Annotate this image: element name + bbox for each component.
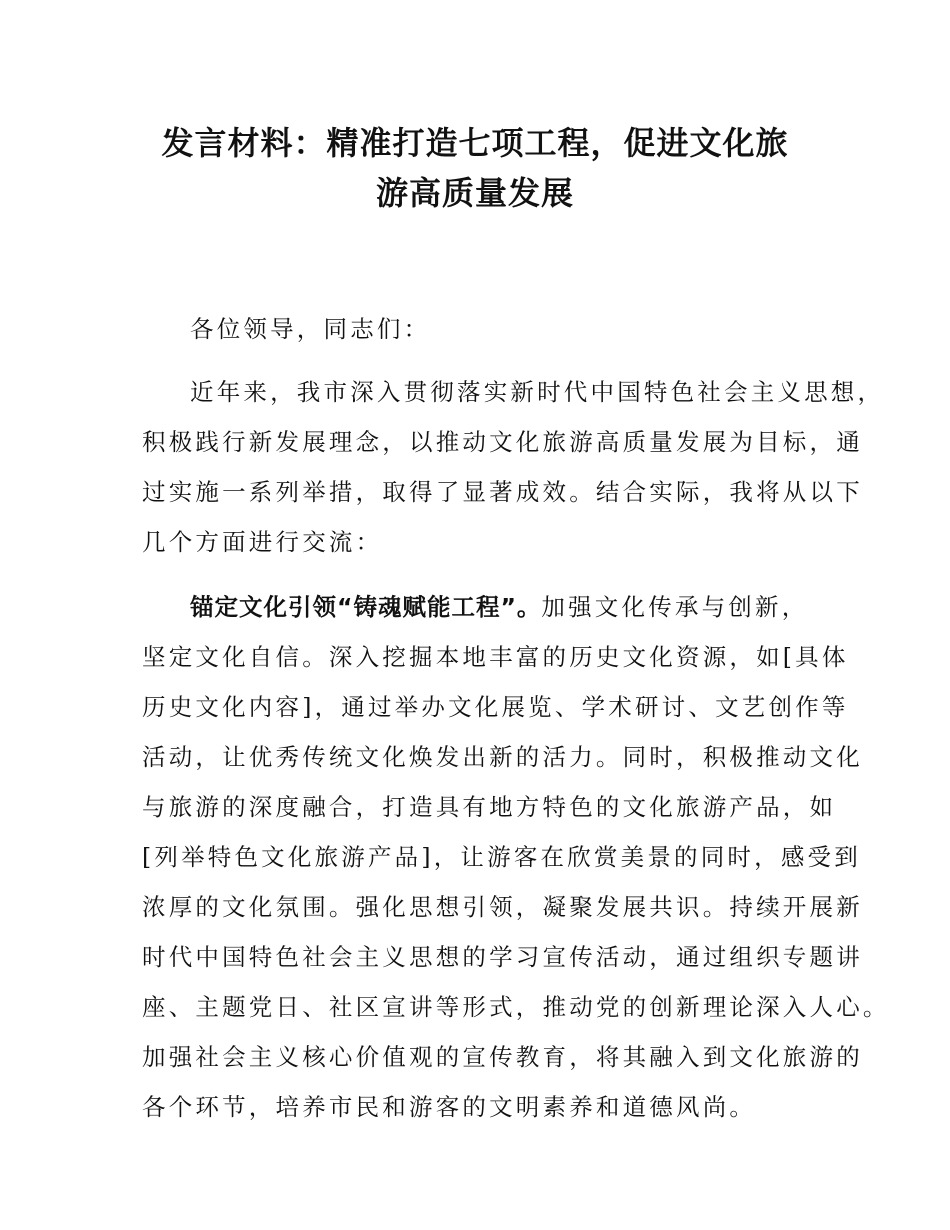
greeting: 各位领导，同志们： xyxy=(190,315,431,343)
paragraph-line: 几个方面进行交流： xyxy=(142,528,383,556)
paragraph-line xyxy=(190,588,808,622)
document-title-line-1: 发言材料：精准打造七项工程，促进文化旅 xyxy=(161,124,789,162)
paragraph-line: [列举特色文化旅游产品]，让游客在欣赏美景的同时，感受到 xyxy=(142,843,861,871)
paragraph-line: 过实施一系列举措，取得了显著成效。结合实际，我将从以下 xyxy=(142,478,863,506)
paragraph-line: 座、主题党日、社区宣讲等形式，推动党的创新理论深入人心。 xyxy=(142,993,890,1021)
section-heading: 锚定文化引领“铸魂赋能工程”。 xyxy=(190,593,542,621)
paragraph-line: 时代中国特色社会主义思想的学习宣传活动，通过组织专题讲 xyxy=(142,943,863,971)
paragraph-line: 历史文化内容]，通过举办文化展览、学术研讨、文艺创作等 xyxy=(142,693,849,721)
document-title-line-2: 游高质量发展 xyxy=(375,174,574,212)
paragraph-line: 近年来，我市深入贯彻落实新时代中国特色社会主义思想， xyxy=(190,378,885,406)
paragraph-line: 活动，让优秀传统文化焕发出新的活力。同时，积极推动文化 xyxy=(142,743,863,771)
paragraph-line: 与旅游的深度融合，打造具有地方特色的文化旅游产品，如 xyxy=(142,793,837,821)
paragraph-line: 坚定文化自信。深入挖掘本地丰富的历史文化资源，如[具体 xyxy=(142,643,849,671)
paragraph-line: 加强社会主义核心价值观的宣传教育，将其融入到文化旅游的 xyxy=(142,1043,863,1071)
paragraph-line: 浓厚的文化氛围。强化思想引领，凝聚发展共识。持续开展新 xyxy=(142,893,863,921)
paragraph-line: 积极践行新发展理念，以推动文化旅游高质量发展为目标，通 xyxy=(142,428,863,456)
paragraph-line: 各个环节，培养市民和游客的文明素养和道德风尚。 xyxy=(142,1093,757,1121)
paragraph-text: 加强文化传承与创新， xyxy=(541,593,809,621)
